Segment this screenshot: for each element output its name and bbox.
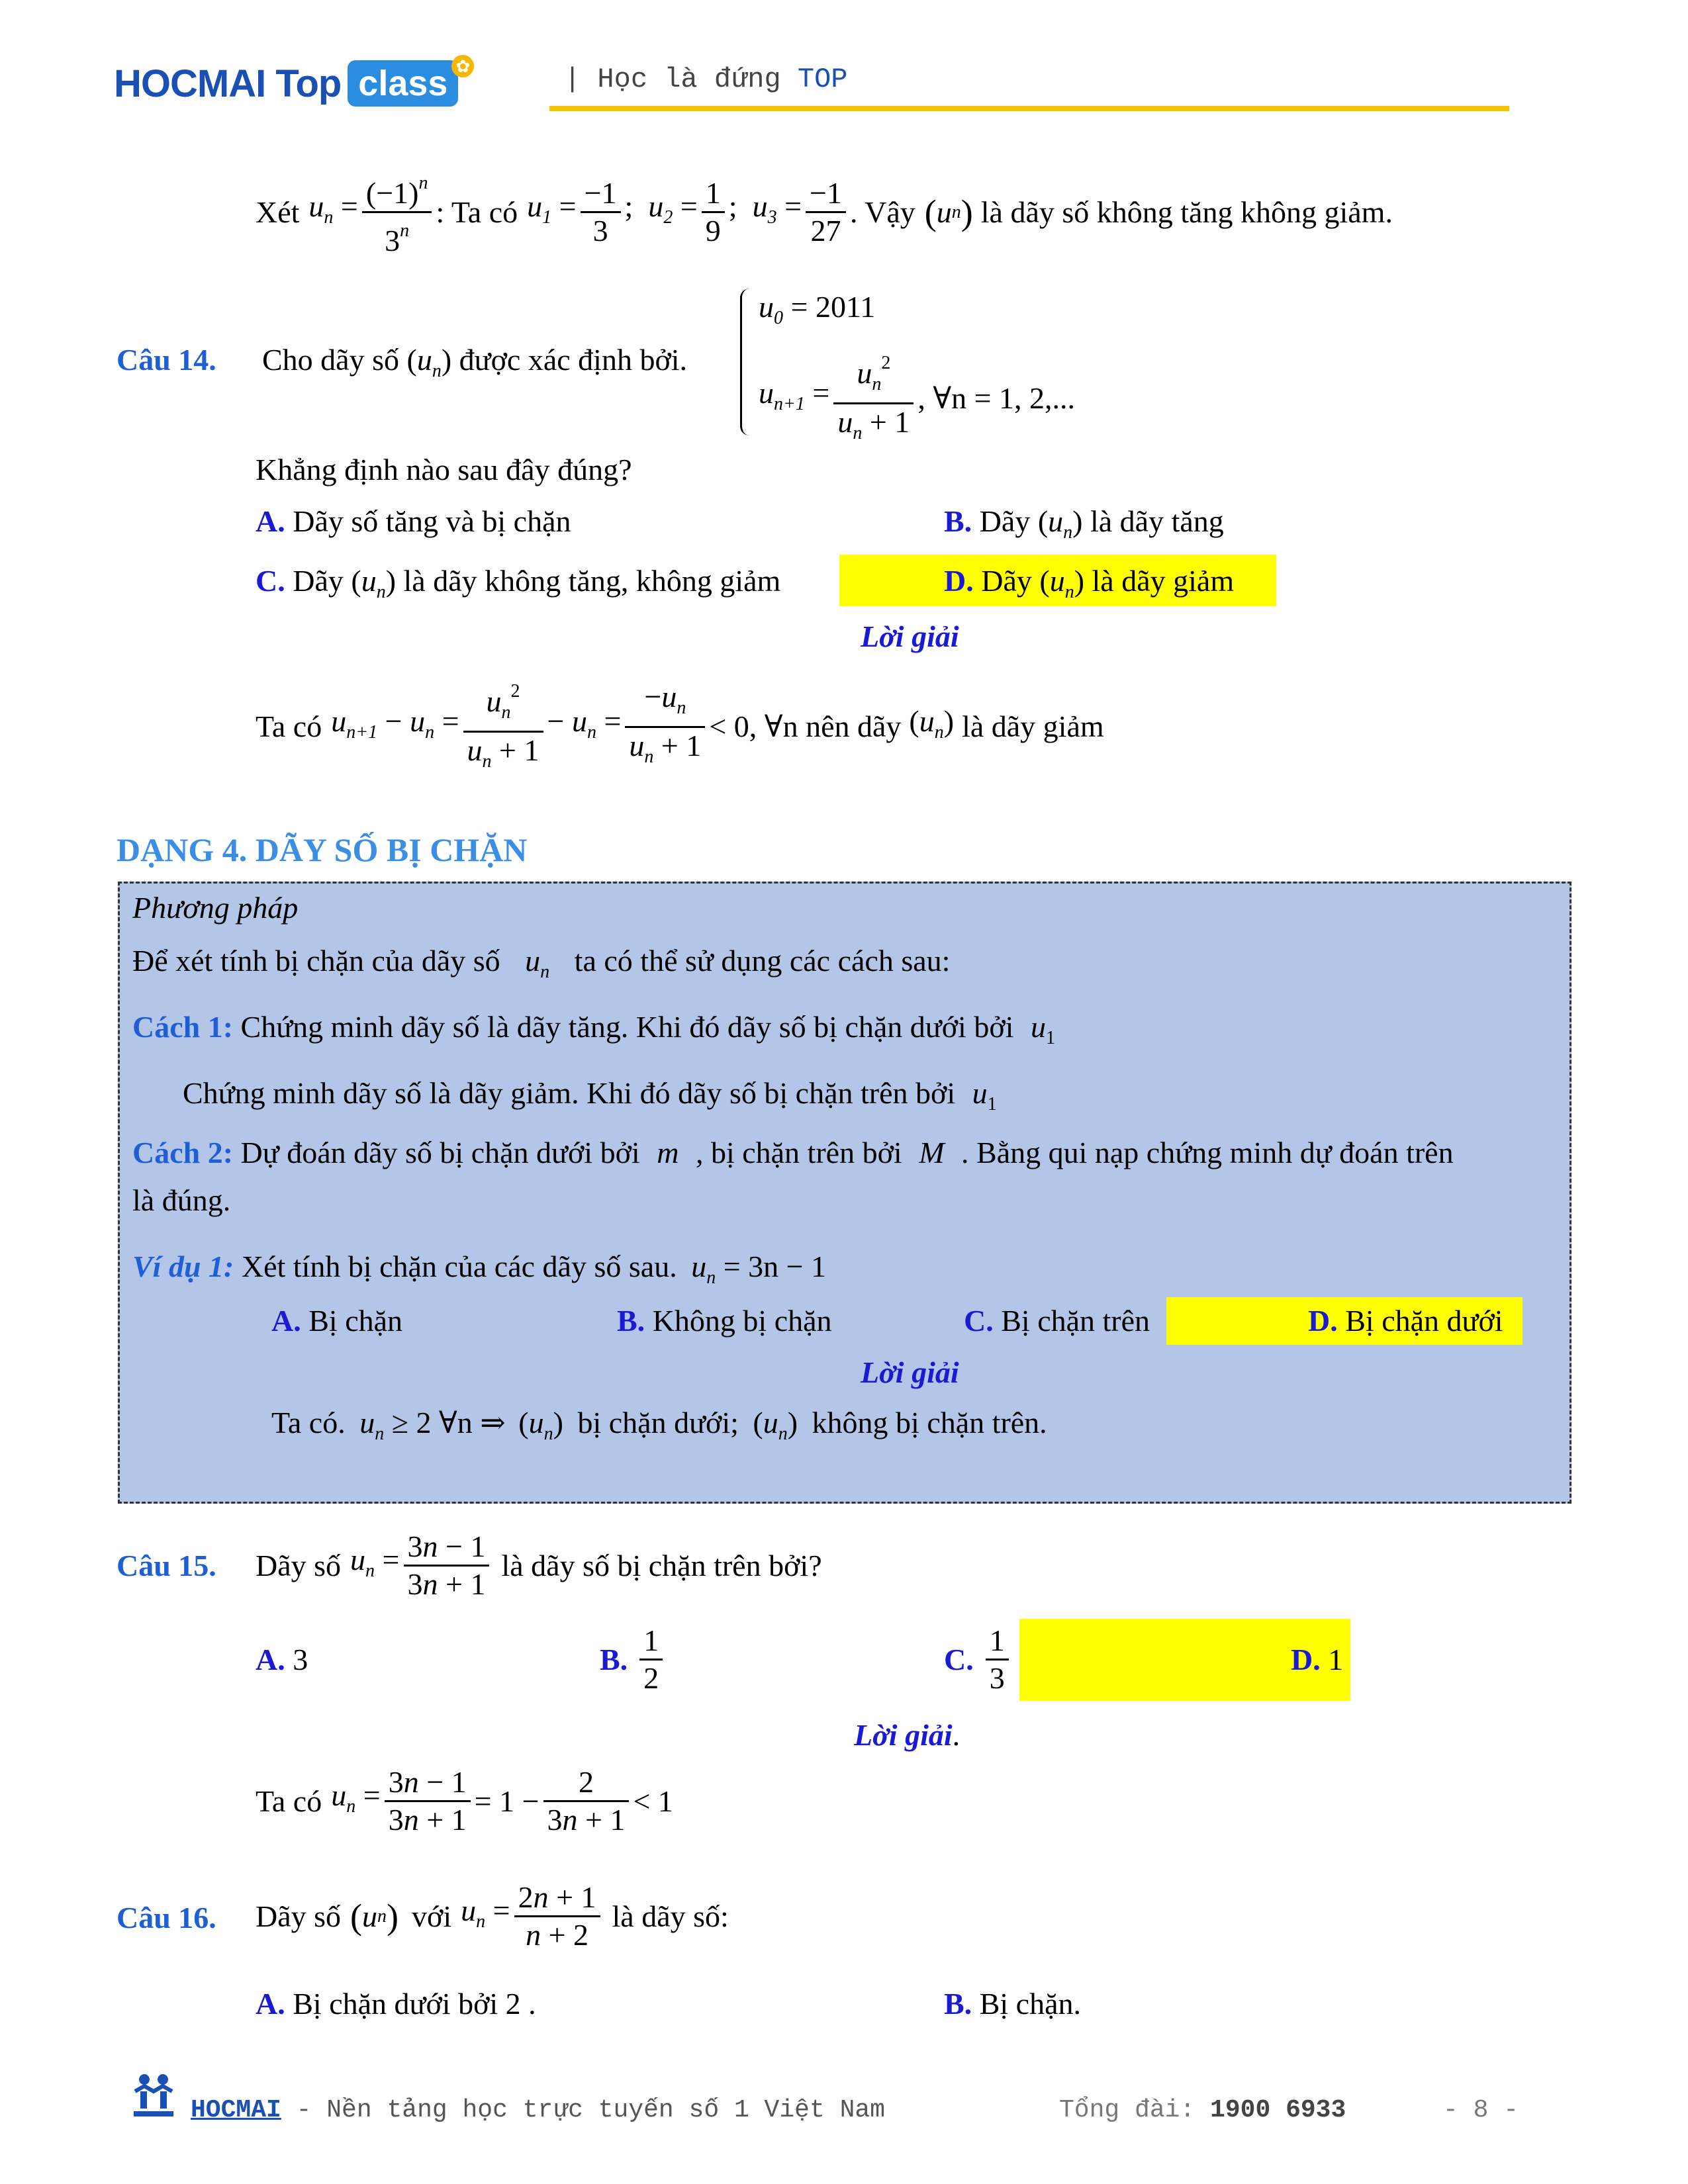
logo-badge: class xyxy=(348,60,458,107)
q15-option-d[interactable]: D. 1 xyxy=(1291,1643,1344,1676)
footer-hotline: Tổng đài: 1900 6933 xyxy=(1059,2096,1346,2124)
slogan-accent: TOP xyxy=(797,64,848,95)
q16-stem: Dãy số ( u n ) với $u_n$ = $\frac{2n + 1}{n + 2}$ là dãy số: xyxy=(256,1880,729,1952)
q14-question: Khẳng định nào sau đây đúng? xyxy=(256,453,632,486)
q14-system-init: $u_0 = 2011$ xyxy=(759,290,876,328)
intro-formula: $\frac{(-1)^n}{3^n}$ xyxy=(362,165,432,259)
q15-stem: Dãy số $u_n$ = $\frac{3n - 1}{3n + 1}$ là dãy số bị chặn trên bởi? xyxy=(256,1529,822,1601)
footer-page-number: - 8 - xyxy=(1443,2096,1519,2124)
brand-logo xyxy=(114,57,474,110)
logo-star-icon: ✿ xyxy=(451,55,474,77)
q16-option-a[interactable]: A. Bị chặn dưới bởi 2 . xyxy=(256,1987,536,2021)
footer-logo-icon xyxy=(130,2071,177,2119)
example-solution: Ta có. $u_n \ge 2$ ∀n ⇒ $(u_n)$ bị chặn dưới; $(u_n)$ không bị chặn trên. xyxy=(271,1406,1047,1444)
method-way2-cont: là đúng. xyxy=(132,1183,231,1217)
q16-option-b[interactable]: B. Bị chặn. xyxy=(944,1987,1081,2021)
section-title: DẠNG 4. DÃY SỐ BỊ CHẶN xyxy=(117,831,528,868)
q14-system-recursion: $u_{n+1}$ = $\frac{u_n^2}{u_n + 1}$ , ∀n = 1, 2,... xyxy=(759,345,1075,451)
example-option-c[interactable]: C. Bị chặn trên xyxy=(964,1304,1150,1338)
method-intro: Để xét tính bị chặn của dãy số $u_n$ ta có thể sử dụng các cách sau: xyxy=(132,944,951,982)
q14-solution: Ta có $u_{n+1} - u_n$ = $\frac{u_n^2}{u_n + 1}$ − $u_n$ = $\frac{-u_n}{u_n + 1}$ < 0, ∀n nên dãy $(u_n)$ là dãy giảm xyxy=(256,674,1104,780)
method-way1b: Chứng minh dãy số là dãy giảm. Khi đó dãy số bị chặn trên bởi $u_1$ xyxy=(183,1076,997,1115)
q15-option-b[interactable]: B. $\frac{1}{2}$ xyxy=(600,1623,667,1696)
q14-solution-title: Lời giải xyxy=(861,619,959,653)
example-solution-title: Lời giải xyxy=(861,1355,959,1389)
slogan-text: | Học là đứng xyxy=(564,64,781,95)
example-option-a[interactable]: A. Bị chặn xyxy=(271,1304,403,1338)
q15-option-c[interactable]: C. $\frac{1}{3}$ xyxy=(944,1623,1013,1696)
footer-brand[interactable]: HOCMAI xyxy=(191,2096,281,2124)
example-option-b[interactable]: B. Không bị chặn xyxy=(617,1304,832,1338)
q14-option-c[interactable]: C. Dãy $(u_n)$ là dãy không tăng, không giảm xyxy=(256,564,781,602)
q15-solution: Ta có $u_n$ = $\frac{3n - 1}{3n + 1}$ = 1 − $\frac{2}{3n + 1}$ < 1 xyxy=(256,1765,673,1837)
q14-system-brace xyxy=(740,289,755,435)
intro-line: Xét $u_n$ = $\frac{(-1)^n}{3^n}$ : Ta có $u_1$ = $\frac{-1}{3}$ ; $u_2$ = $\frac{1}{9}$ ; $u_3$ = $\frac{-1}{27}$ . Vậy ( u n ) là dãy số không tăng không giảm. xyxy=(256,165,1393,259)
q15-option-a[interactable]: A. 3 xyxy=(256,1643,308,1676)
q16-label: Câu 16. xyxy=(117,1901,216,1934)
q15-solution-title: Lời giải. xyxy=(854,1718,961,1752)
example-1: Ví dụ 1: Xét tính bị chặn của các dãy số sau. $u_n = 3n - 1$ xyxy=(132,1250,827,1288)
intro-xet: Xét xyxy=(256,195,300,229)
footer-text xyxy=(191,2094,885,2127)
slogan xyxy=(564,61,848,98)
q15-label: Câu 15. xyxy=(117,1549,216,1582)
method-way1: Cách 1: Chứng minh dãy số là dãy tăng. Khi đó dãy số bị chặn dưới bởi $u_1$ xyxy=(132,1010,1055,1048)
method-way2: Cách 2: Dự đoán dãy số bị chặn dưới bởi m , bị chặn trên bởi M . Bằng qui nạp chứng minh dự đoán trên xyxy=(132,1136,1454,1169)
method-title: Phương pháp xyxy=(132,891,299,925)
q14-label: Câu 14. xyxy=(117,343,216,377)
logo-text: HOCMAI Top xyxy=(114,62,342,105)
intro-ta-co: : Ta có xyxy=(436,195,518,229)
intro-vay: . Vậy xyxy=(849,195,915,229)
q14-option-b[interactable]: B. Dãy $(u_n)$ là dãy tăng xyxy=(944,504,1224,543)
intro-conclusion: là dãy số không tăng không giảm. xyxy=(980,195,1393,229)
q14-option-d[interactable]: D. Dãy $(u_n)$ là dãy giảm xyxy=(944,564,1235,602)
q14-stem: Cho dãy số $(u_n)$ được xác định bởi. xyxy=(262,343,688,381)
header-rule xyxy=(549,106,1509,111)
example-option-d[interactable]: D. Bị chặn dưới xyxy=(1308,1304,1503,1338)
footer-tagline: - Nền tảng học trực tuyến số 1 Việt Nam xyxy=(296,2096,885,2124)
q14-option-a[interactable]: A. Dãy số tăng và bị chặn xyxy=(256,504,571,538)
